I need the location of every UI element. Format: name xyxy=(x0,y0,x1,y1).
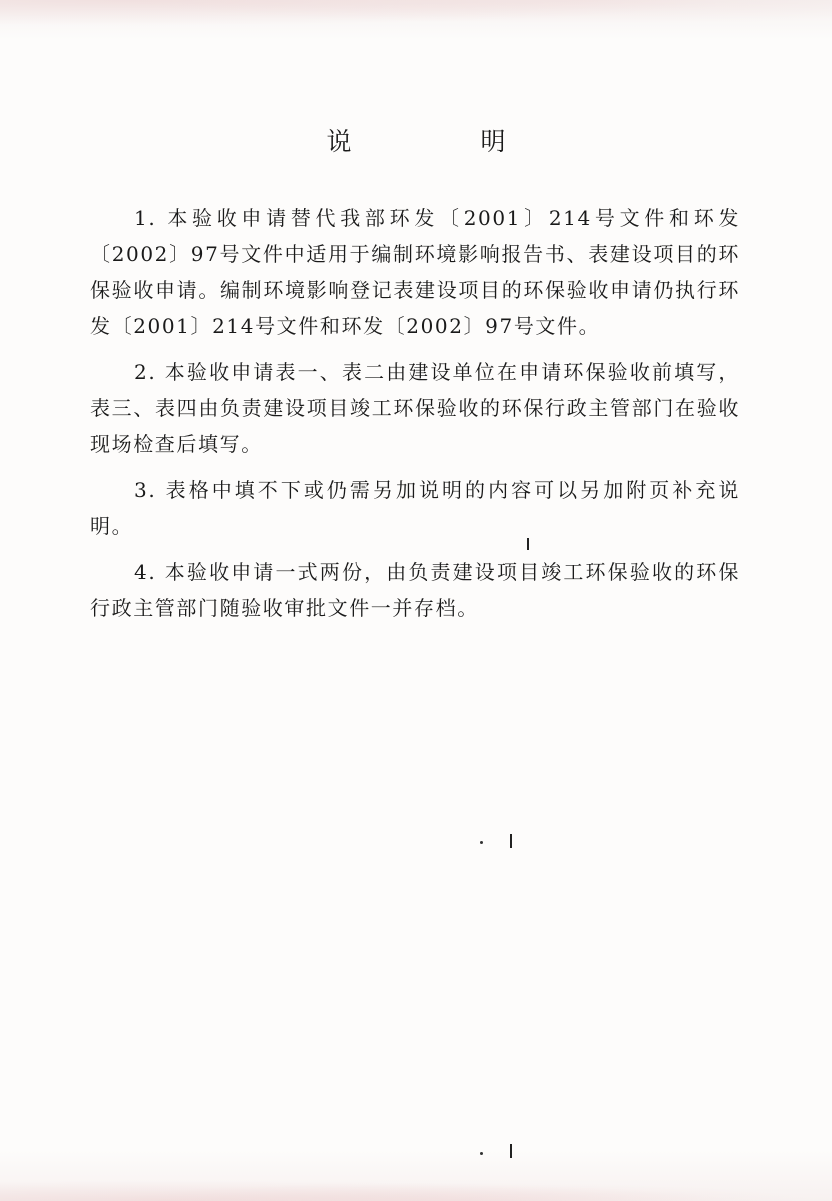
scan-artifact-mark xyxy=(510,1144,512,1158)
paragraph-1: 1. 本验收申请替代我部环发〔2001〕214号文件和环发〔2002〕97号文件中适用于编制环境影响报告书、表建设项目的环保验收申请。编制环境影响登记表建设项目的环保验收申请仍执行环发〔2001〕214号文件和环发〔2002〕97号文件。 xyxy=(90,206,740,338)
scan-artifact-dot xyxy=(480,841,483,844)
paragraph-4: 4. 本验收申请一式两份，由负责建设项目竣工环保验收的环保行政主管部门随验收审批文件一并存档。 xyxy=(90,560,740,620)
scan-artifact-mark xyxy=(527,538,529,550)
scan-edge-top xyxy=(0,0,832,30)
paragraph-3: 3. 表格中填不下或仍需另加说明的内容可以另加附页补充说明。 xyxy=(90,478,740,538)
scan-artifact-mark xyxy=(510,834,512,848)
paragraph-2: 2. 本验收申请表一、表二由建设单位在申请环保验收前填写，表三、表四由负责建设项目竣工环保验收的环保行政主管部门在验收现场检查后填写。 xyxy=(90,360,740,456)
document-body xyxy=(90,200,740,636)
page-title: 说 明 xyxy=(326,127,558,156)
scan-artifact-dot xyxy=(480,1152,483,1155)
scan-edge-bottom xyxy=(0,1177,832,1201)
